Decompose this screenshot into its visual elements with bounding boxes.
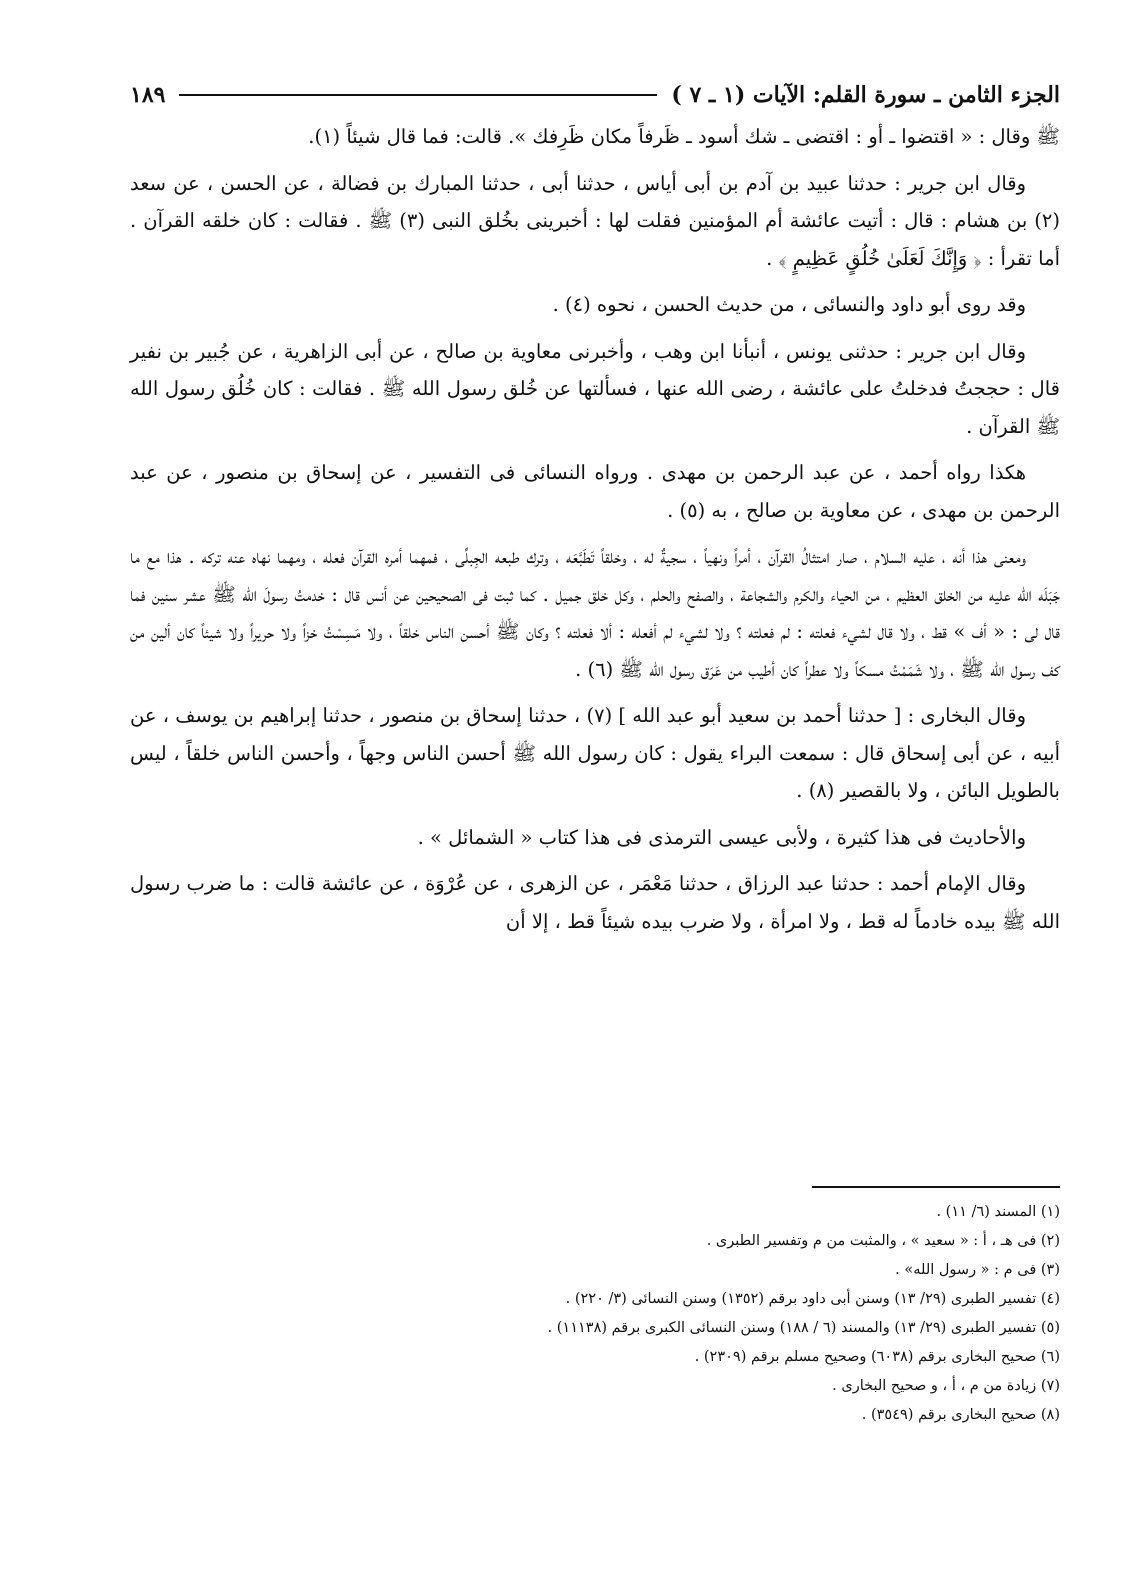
- header-title: الجزء الثامن ـ سورة القلم: الآيات (١ ـ ٧ ): [671, 82, 1060, 108]
- footnote: (١) المسند (٦/ ١١) .: [936, 1204, 1060, 1220]
- footnote: (٣) فى م : « رسول الله» .: [895, 1262, 1060, 1278]
- paragraph: ومعنى هذا أنه ، عليه السلام ، صار امتثالُ القرآن ، أمراً ونهياً ، سجيةٌ له ، وخلقاً تَطَبَّعَه ، وترك طبعه الجِبلِّى ، فمهما أمره القرآن فعله ، ومهما نهاه عنه تركه . هذا مع ما جَبَلَه الله عليه من الخلق العظيم ، من الحياء والكرم والشجاعة ، والصفح والحلم ، وكل خلق جميل . كما ثبت فى الصحيحين عن أنس قال : خدمتُ رسولَ الله ﷺ عشر سنين فما قال لى : « أف » قط ، ولا قال لشيء فعلته : لم فعلته ؟ ولا لشيء لم أفعله : ألا فعلته ؟ وكان ﷺ أحسن الناس خلقاً ، ولا مَسِسْتُ خزاً ولا حريراً ولا شيئاً كان ألين من كف رسول الله ﷺ ، ولا شَمَمْتُ مسكاً ولا عطراً كان أطيب من عَرَق رسول الله ﷺ (٦) .: [130, 545, 1060, 681]
- footnote: (٦) صحيح البخارى برقم (٦٠٣٨) وصحيح مسلم برقم (٢٣٠٩) .: [694, 1349, 1060, 1365]
- paragraph: والأحاديث فى هذا كثيرة ، ولأبى عيسى الترمذى فى هذا كتاب « الشمائل » .: [417, 825, 1026, 849]
- footnote: (٢) فى هـ ، أ : « سعيد » ، والمثبت من م وتفسير الطبرى .: [706, 1233, 1060, 1249]
- page-number: ١٨٩: [130, 82, 166, 108]
- footnote-separator: [812, 1186, 1060, 1188]
- footnote: (٨) صحيح البخارى برقم (٣٥٤٩) .: [861, 1407, 1060, 1423]
- footnotes: [130, 1198, 1060, 1430]
- footnote: (٧) زيادة من م ، أ ، و صحيح البخارى .: [832, 1378, 1060, 1394]
- paragraph: هكذا رواه أحمد ، عن عبد الرحمن بن مهدى . ورواه النسائى فى التفسير ، عن إسحاق بن منصور ، عن عبد الرحمن بن مهدى ، عن معاوية بن صالح ، به (٥) .: [130, 461, 1060, 522]
- paragraph: وقال الإمام أحمد : حدثنا عبد الرزاق ، حدثنا مَعْمَر ، عن الزهرى ، عن عُرْوَة ، عن عائشة قالت : ما ضرب رسول الله ﷺ بيده خادماً له قط ، ولا امرأة ، ولا ضرب بيده شيئاً قط ، إلا أن: [130, 872, 1060, 933]
- paragraph: وقد روى أبو داود والنسائى ، من حديث الحسن ، نحوه (٤) .: [552, 293, 1026, 316]
- paragraph: وقال البخارى : [ حدثنا أحمد بن سعيد أبو عبد الله ] (٧) ، حدثنا إسحاق بن منصور ، حدثنا إبراهيم بن يوسف ، عن أبيه ، عن أبى إسحاق قال : سمعت البراء يقول : كان رسول الله ﷺ أحسن الناس وجهاً ، وأحسن الناس خلقاً ، ليس بالطويل البائن ، ولا بالقصير (٨) .: [130, 704, 1060, 802]
- paragraph: وقال ابن جرير : حدثنا عبيد بن آدم بن أبى أياس ، حدثنا أبى ، حدثنا المبارك بن فضالة ، عن الحسن ، عن سعد (٢) بن هشام : قال : أتيت عائشة أم المؤمنين فقلت لها : أخبرينى بخُلق النبى (٣) ﷺ . فقالت : كان خلقه القرآن . أما تقرأ : ﴿ وَإِنَّكَ لَعَلَىٰ خُلُقٍ عَظِيمٍ ﴾ .: [130, 171, 1061, 270]
- footnote: (٤) تفسير الطبرى (٢٩/ ١٣) وسنن أبى داود برقم (١٣٥٢) وسنن النسائى (٣/ ٢٢٠) .: [565, 1291, 1060, 1307]
- running-header: [130, 70, 1060, 120]
- main-text: [130, 118, 1060, 949]
- paragraph: ﷺ وقال : « اقتضوا ـ أو : اقتضى ـ شك أسود ـ ظَرفاً مكان ظَرِفك ». قالت: فما قال شيئاً (١).: [308, 125, 1060, 148]
- header-rule: [179, 94, 657, 96]
- paragraph: وقال ابن جرير : حدثنى يونس ، أنبأنا ابن وهب ، وأخبرنى معاوية بن صالح ، عن أبى الزاهرية ، عن جُبير بن نفير قال : حججتُ فدخلتُ على عائشة ، رضى الله عنها ، فسألتها عن خُلق رسول الله ﷺ . فقالت : كان خُلُق رسول الله ﷺ القرآن .: [130, 339, 1060, 438]
- footnote: (٥) تفسير الطبرى (٢٩/ ١٣) والمسند (٦ / ١٨٨) وسنن النسائى الكبرى برقم (١١١٣٨) .: [547, 1320, 1060, 1336]
